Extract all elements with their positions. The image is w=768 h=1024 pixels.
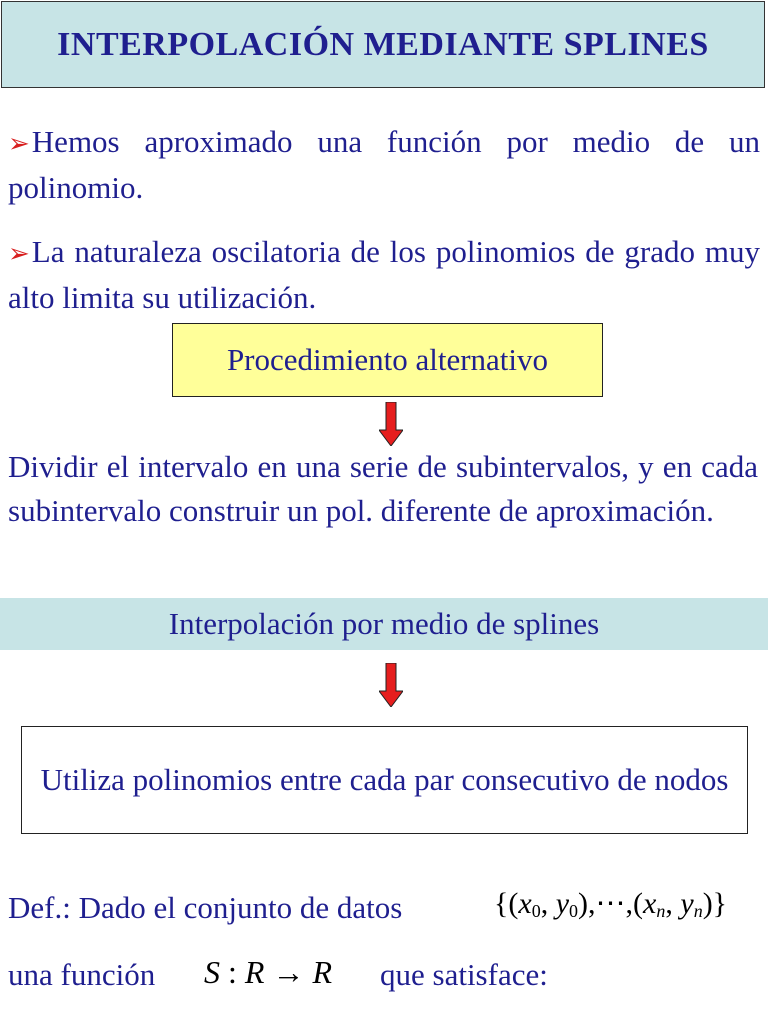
splines-label: Interpolación por medio de splines (168, 606, 600, 641)
title-box (1, 1, 765, 88)
bullet-text-2: La naturaleza oscilatoria de los polinomios de grado muy alto limita su utilización. (8, 234, 760, 315)
bullet-text-1: Hemos aproximado una función por medio de un polinomio. (8, 124, 760, 205)
bullet-item-2 (8, 230, 760, 320)
uses-label: Utiliza polinomios entre cada par consecutivo de nodos (40, 762, 729, 797)
definition-line-2-prefix: una función (8, 957, 156, 992)
arrow-bullet-icon: ➢ (8, 129, 30, 159)
uses-box (21, 726, 748, 834)
arrow-bullet-icon: ➢ (8, 239, 30, 269)
down-arrow-icon (379, 402, 403, 446)
page-title: INTERPOLACIÓN MEDIANTE SPLINES (57, 25, 709, 63)
bullet-item-1 (8, 120, 760, 210)
procedure-label: Procedimiento alternativo (226, 342, 549, 377)
function-formula: S : R → R (204, 954, 332, 990)
procedure-box (172, 323, 603, 397)
definition-line-1: Def.: Dado el conjunto de datos (8, 890, 403, 925)
dataset-formula: {($x_0$, $y_0),\cdots,(x_n$, $y_n$)} (494, 887, 728, 921)
splines-band (0, 598, 768, 650)
down-arrow-icon (379, 663, 403, 707)
definition-line-2-suffix: que satisface: (380, 957, 548, 992)
divide-paragraph: Dividir el intervalo en una serie de subintervalos, y en cada subintervalo construir un pol. diferente de aproximación. (8, 449, 758, 528)
